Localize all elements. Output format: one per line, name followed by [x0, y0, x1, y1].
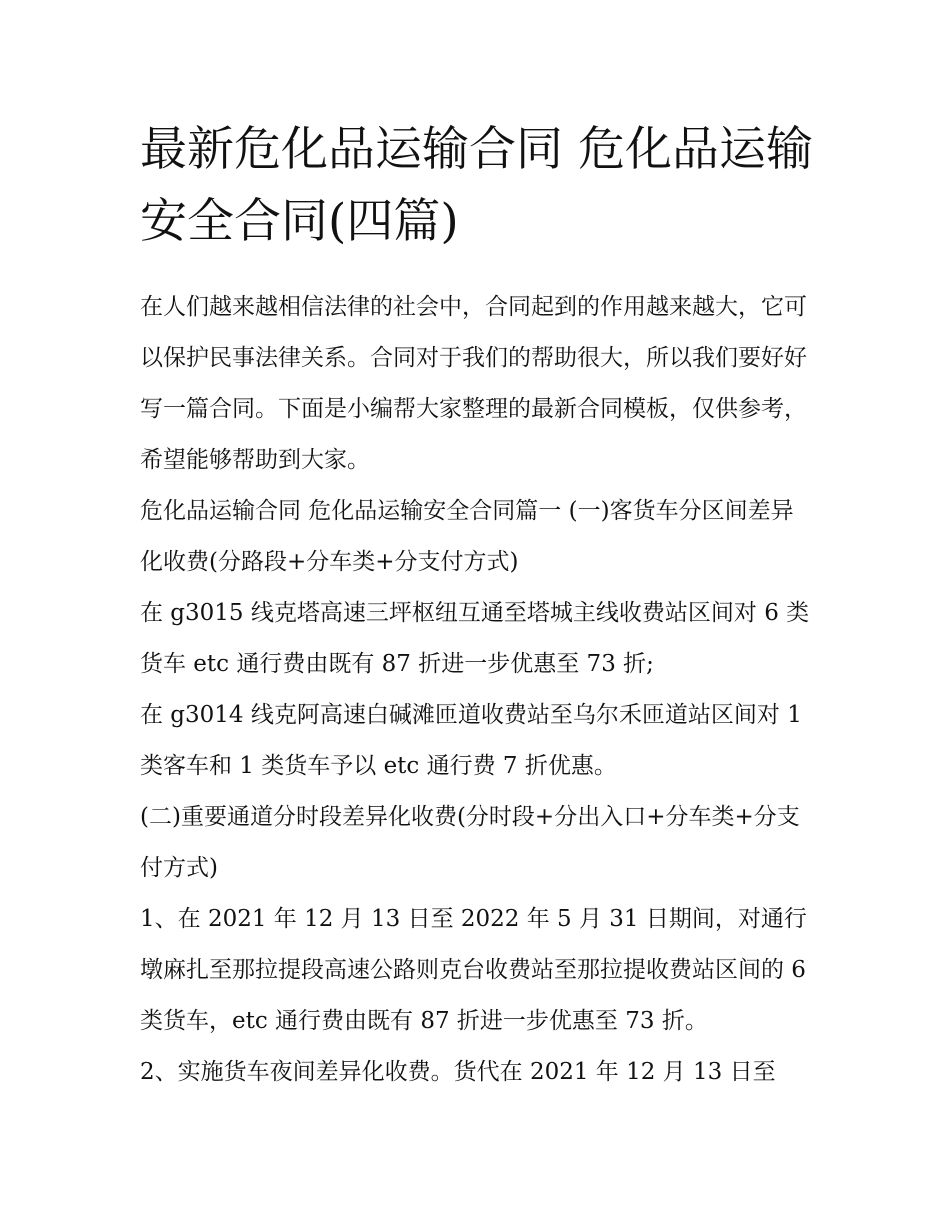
paragraph-g3014: 在 g3014 线克阿高速白碱滩匝道收费站至乌尔禾匝道站区间对 1 类客车和 1 类货车予以 etc 通行费 7 折优惠。 [140, 702, 802, 779]
paragraph-item-one: 1、在 2021 年 12 月 13 日至 2022 年 5 月 31 日期间，对通行墩麻扎至那拉提段高速公路则克台收费站至那拉提收费站区间的 6 类货车，etc 通行费由既有 87 折进一步优惠至 73 折。 [140, 906, 807, 1034]
paragraph-g3015: 在 g3015 线克塔高速三坪枢纽互通至塔城主线收费站区间对 6 类货车 etc 通行费由既有 87 折进一步优惠至 73 折; [140, 600, 810, 677]
paragraph-intro: 在人们越来越相信法律的社会中，合同起到的作用越来越大，它可以保护民事法律关系。合同对于我们的帮助很大，所以我们要好好写一篇合同。下面是小编帮大家整理的最新合同模板，仅供参考，希望能够帮助到大家。 [140, 294, 807, 473]
paragraph-section-two-heading: (二)重要通道分时段差异化收费(分时段+分出入口+分车类+分支付方式) [140, 804, 800, 881]
document-title: 最新危化品运输合同 危化品运输安全合同(四篇) [140, 122, 813, 249]
paragraph-item-two: 2、实施货车夜间差异化收费。货代在 2021 年 12 月 13 日至 [140, 1059, 776, 1085]
document-body [140, 282, 815, 1098]
paragraph-section-one-heading: 危化品运输合同 危化品运输安全合同篇一 (一)客货车分区间差异化收费(分路段+分车类+分支付方式) [140, 498, 794, 575]
document-page [140, 0, 815, 1098]
